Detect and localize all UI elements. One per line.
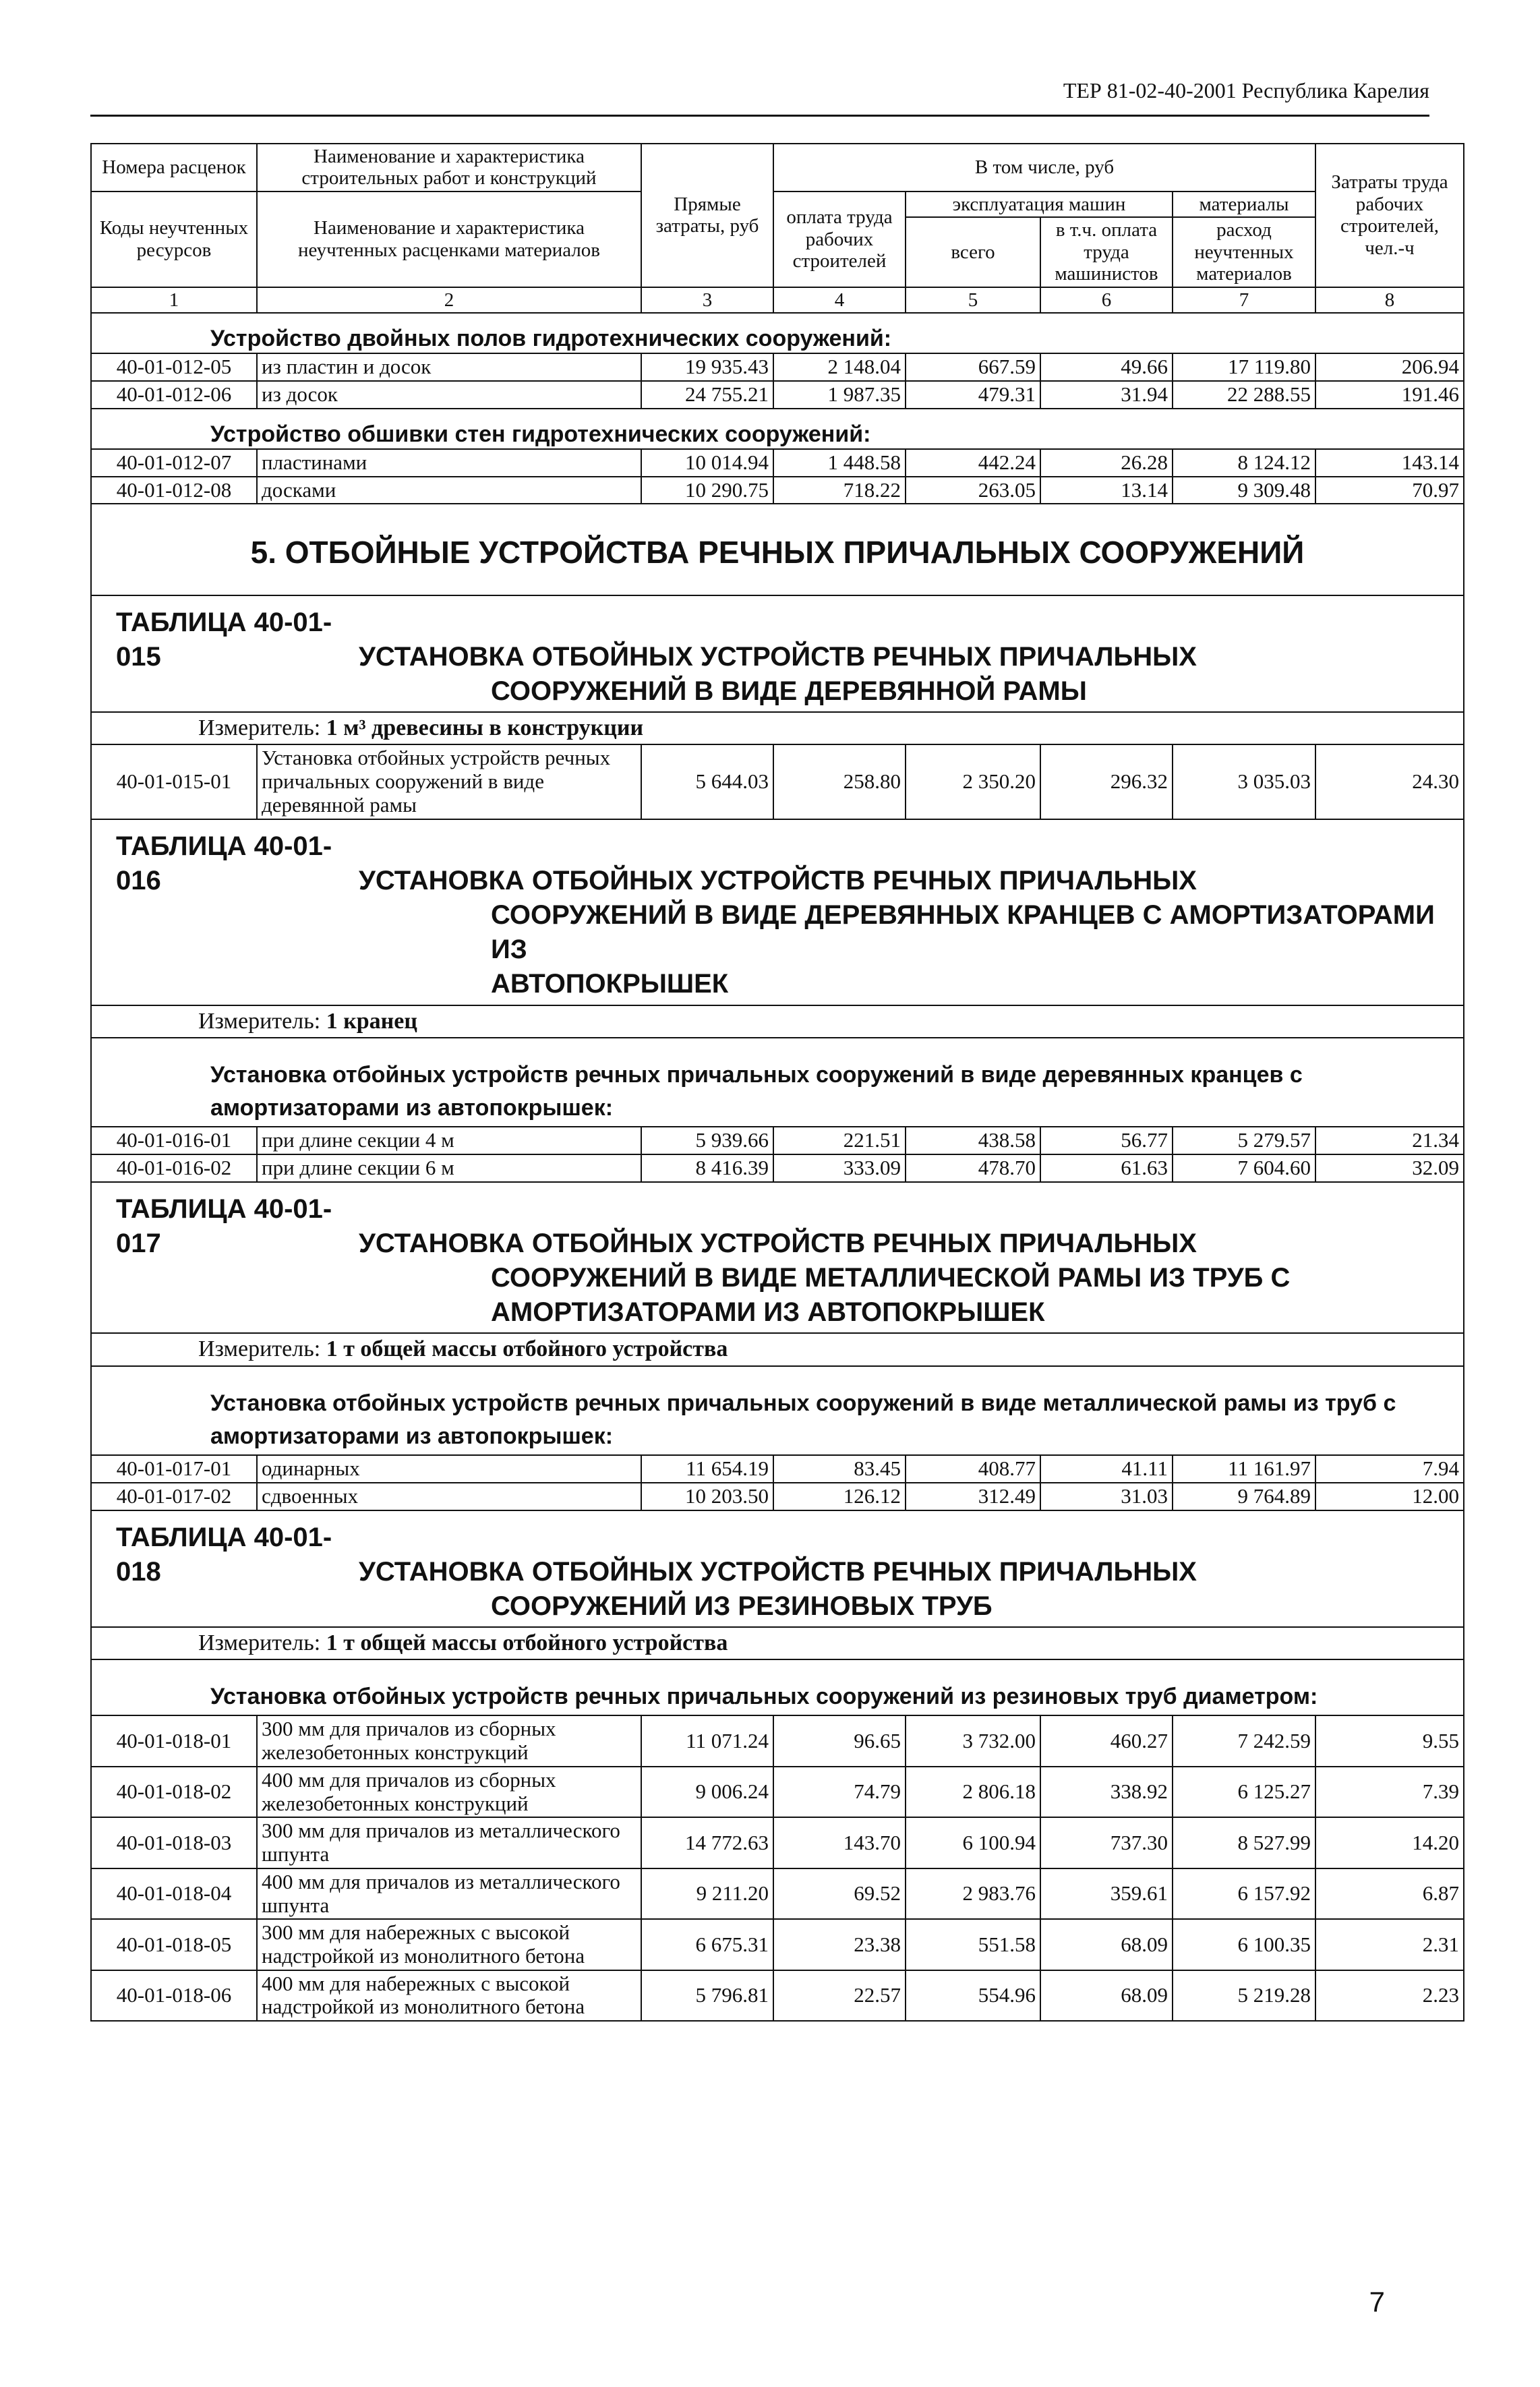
col-direct-costs: Прямые затраты, руб bbox=[641, 144, 773, 287]
rate-code: 40-01-018-02 bbox=[91, 1767, 257, 1817]
table-title-line: СООРУЖЕНИЙ В ВИДЕ МЕТАЛЛИЧЕСКОЙ РАМЫ ИЗ ТРУБ С bbox=[491, 1263, 1291, 1293]
table-row bbox=[91, 744, 1464, 819]
table-title-row bbox=[91, 819, 1464, 1005]
measure-value: 1 м³ древесины в конструкции bbox=[326, 715, 644, 741]
header-row-1 bbox=[91, 144, 1464, 191]
cost-value: 258.80 bbox=[773, 744, 906, 819]
cost-value: 333.09 bbox=[773, 1154, 906, 1182]
table-row bbox=[91, 449, 1464, 477]
table-row bbox=[91, 1483, 1464, 1510]
header-rule bbox=[90, 115, 1429, 117]
table-row bbox=[91, 1767, 1464, 1817]
table-title bbox=[91, 1510, 1464, 1628]
col-resource-codes: Коды неучтенных ресурсов bbox=[91, 191, 257, 287]
table-title-line: УСТАНОВКА ОТБОЙНЫХ УСТРОЙСТВ РЕЧНЫХ ПРИЧАЛЬНЫХ bbox=[359, 1556, 1197, 1587]
work-description: 300 мм для причалов из сборных железобетонных конструкций bbox=[257, 1715, 641, 1766]
cost-value: 24 755.21 bbox=[641, 381, 773, 409]
rate-code: 40-01-015-01 bbox=[91, 744, 257, 819]
cost-value: 26.28 bbox=[1040, 449, 1173, 477]
table-title-line: УСТАНОВКА ОТБОЙНЫХ УСТРОЙСТВ РЕЧНЫХ ПРИЧАЛЬНЫХ bbox=[359, 865, 1197, 895]
measure-unit bbox=[91, 1005, 1464, 1038]
cost-value: 41.11 bbox=[1040, 1455, 1173, 1483]
measure-value: 1 т общей массы отбойного устройства bbox=[326, 1336, 728, 1362]
cost-value: 11 071.24 bbox=[641, 1715, 773, 1766]
col-material-use: расход неучтенных материалов bbox=[1173, 217, 1315, 287]
table-title-line: АВТОПОКРЫШЕК bbox=[491, 969, 729, 999]
cost-value: 6.87 bbox=[1315, 1868, 1464, 1919]
cost-value: 5 219.28 bbox=[1173, 1970, 1315, 2021]
col-labor-costs: Затраты труда рабочих строителей, чел.-ч bbox=[1315, 144, 1464, 287]
table-title-row bbox=[91, 1510, 1464, 1628]
section-heading-row bbox=[91, 313, 1464, 353]
header-row-2 bbox=[91, 191, 1464, 217]
measure-label: Измеритель: bbox=[198, 1008, 321, 1034]
col-machine-total: всего bbox=[906, 217, 1040, 287]
table-row bbox=[91, 477, 1464, 504]
cost-value: 460.27 bbox=[1040, 1715, 1173, 1766]
table-title-line: УСТАНОВКА ОТБОЙНЫХ УСТРОЙСТВ РЕЧНЫХ ПРИЧАЛЬНЫХ bbox=[359, 642, 1197, 672]
cost-value: 438.58 bbox=[906, 1127, 1040, 1154]
cost-value: 2.23 bbox=[1315, 1970, 1464, 2021]
section-heading-text: Установка отбойных устройств речных причальных сооружений из резиновых труб диаметром: bbox=[210, 1684, 1318, 1710]
table-title bbox=[91, 1182, 1464, 1334]
section-heading-row bbox=[91, 409, 1464, 449]
cost-value: 23.38 bbox=[773, 1919, 906, 1970]
section-heading bbox=[91, 409, 1464, 449]
cost-value: 14.20 bbox=[1315, 1817, 1464, 1868]
cost-value: 126.12 bbox=[773, 1483, 906, 1510]
column-numbers-row bbox=[91, 287, 1464, 313]
cost-value: 10 014.94 bbox=[641, 449, 773, 477]
cost-value: 10 290.75 bbox=[641, 477, 773, 504]
rate-code: 40-01-018-06 bbox=[91, 1970, 257, 2021]
rate-code: 40-01-012-07 bbox=[91, 449, 257, 477]
cost-value: 143.14 bbox=[1315, 449, 1464, 477]
col-worker-pay: оплата труда рабочих строителей bbox=[773, 191, 906, 287]
cost-value: 296.32 bbox=[1040, 744, 1173, 819]
cost-value: 206.94 bbox=[1315, 353, 1464, 381]
work-description: 300 мм для причалов из металлического шпунта bbox=[257, 1817, 641, 1868]
work-description: 400 мм для причалов из металлического шпунта bbox=[257, 1868, 641, 1919]
rate-code: 40-01-012-05 bbox=[91, 353, 257, 381]
cost-value: 83.45 bbox=[773, 1455, 906, 1483]
cost-value: 11 654.19 bbox=[641, 1455, 773, 1483]
cost-value: 3 732.00 bbox=[906, 1715, 1040, 1766]
table-number: ТАБЛИЦА 40-01-015 bbox=[116, 607, 332, 672]
cost-value: 143.70 bbox=[773, 1817, 906, 1868]
cost-value: 6 100.35 bbox=[1173, 1919, 1315, 1970]
table-title bbox=[91, 819, 1464, 1005]
cost-value: 442.24 bbox=[906, 449, 1040, 477]
cost-value: 6 157.92 bbox=[1173, 1868, 1315, 1919]
cost-value: 74.79 bbox=[773, 1767, 906, 1817]
cost-value: 338.92 bbox=[1040, 1767, 1173, 1817]
work-description: из пластин и досок bbox=[257, 353, 641, 381]
section-heading-row bbox=[91, 1659, 1464, 1715]
cost-value: 5 939.66 bbox=[641, 1127, 773, 1154]
cost-value: 2 806.18 bbox=[906, 1767, 1040, 1817]
cost-value: 70.97 bbox=[1315, 477, 1464, 504]
col-num: 4 bbox=[773, 287, 906, 313]
col-num: 6 bbox=[1040, 287, 1173, 313]
col-work-name: Наименование и характеристика строительных работ и конструкций bbox=[257, 144, 641, 191]
cost-value: 478.70 bbox=[906, 1154, 1040, 1182]
work-description: при длине секции 6 м bbox=[257, 1154, 641, 1182]
cost-value: 9 764.89 bbox=[1173, 1483, 1315, 1510]
cost-value: 9 006.24 bbox=[641, 1767, 773, 1817]
cost-value: 8 527.99 bbox=[1173, 1817, 1315, 1868]
cost-value: 7 604.60 bbox=[1173, 1154, 1315, 1182]
rate-code: 40-01-018-03 bbox=[91, 1817, 257, 1868]
cost-value: 312.49 bbox=[906, 1483, 1040, 1510]
cost-value: 263.05 bbox=[906, 477, 1040, 504]
rate-code: 40-01-012-08 bbox=[91, 477, 257, 504]
rate-code: 40-01-012-06 bbox=[91, 381, 257, 409]
cost-value: 554.96 bbox=[906, 1970, 1040, 2021]
table-number: ТАБЛИЦА 40-01-018 bbox=[116, 1522, 332, 1587]
measure-label: Измеритель: bbox=[198, 1336, 321, 1362]
work-description: из досок bbox=[257, 381, 641, 409]
cost-value: 68.09 bbox=[1040, 1970, 1173, 2021]
col-machine-operation: эксплуатация машин bbox=[906, 191, 1173, 217]
cost-value: 1 448.58 bbox=[773, 449, 906, 477]
rate-code: 40-01-017-01 bbox=[91, 1455, 257, 1483]
section-heading bbox=[91, 1659, 1464, 1715]
col-num: 5 bbox=[906, 287, 1040, 313]
rates-table bbox=[90, 143, 1464, 2022]
measure-row bbox=[91, 712, 1464, 744]
table-title-line: СООРУЖЕНИЙ ИЗ РЕЗИНОВЫХ ТРУБ bbox=[491, 1591, 993, 1621]
chapter-title-text: 5. ОТБОЙНЫЕ УСТРОЙСТВА РЕЧНЫХ ПРИЧАЛЬНЫХ СООРУЖЕНИЙ bbox=[250, 535, 1305, 570]
cost-value: 5 796.81 bbox=[641, 1970, 773, 2021]
table-title-row bbox=[91, 595, 1464, 713]
cost-value: 191.46 bbox=[1315, 381, 1464, 409]
cost-value: 359.61 bbox=[1040, 1868, 1173, 1919]
cost-value: 22 288.55 bbox=[1173, 381, 1315, 409]
table-row bbox=[91, 353, 1464, 381]
rate-code: 40-01-016-02 bbox=[91, 1154, 257, 1182]
cost-value: 9 309.48 bbox=[1173, 477, 1315, 504]
cost-value: 68.09 bbox=[1040, 1919, 1173, 1970]
table-row bbox=[91, 1127, 1464, 1154]
cost-value: 31.03 bbox=[1040, 1483, 1173, 1510]
cost-value: 19 935.43 bbox=[641, 353, 773, 381]
cost-value: 12.00 bbox=[1315, 1483, 1464, 1510]
table-row bbox=[91, 1154, 1464, 1182]
section-heading-text: Установка отбойных устройств речных причальных сооружений в виде металлической рамы из труб с амортизаторами из автопокрышек: bbox=[210, 1390, 1396, 1449]
table-title-line: СООРУЖЕНИЙ В ВИДЕ ДЕРЕВЯННОЙ РАМЫ bbox=[491, 676, 1087, 707]
cost-value: 2 350.20 bbox=[906, 744, 1040, 819]
cost-value: 6 100.94 bbox=[906, 1817, 1040, 1868]
table-number: ТАБЛИЦА 40-01-016 bbox=[116, 831, 332, 895]
cost-value: 6 125.27 bbox=[1173, 1767, 1315, 1817]
work-description: одинарных bbox=[257, 1455, 641, 1483]
cost-value: 3 035.03 bbox=[1173, 744, 1315, 819]
cost-value: 56.77 bbox=[1040, 1127, 1173, 1154]
measure-label: Измеритель: bbox=[198, 715, 321, 741]
cost-value: 49.66 bbox=[1040, 353, 1173, 381]
cost-value: 9.55 bbox=[1315, 1715, 1464, 1766]
cost-value: 61.63 bbox=[1040, 1154, 1173, 1182]
cost-value: 31.94 bbox=[1040, 381, 1173, 409]
measure-label: Измеритель: bbox=[198, 1630, 321, 1656]
section-heading-row bbox=[91, 1366, 1464, 1456]
rate-code: 40-01-018-01 bbox=[91, 1715, 257, 1766]
table-row bbox=[91, 1455, 1464, 1483]
table-number: ТАБЛИЦА 40-01-017 bbox=[116, 1194, 332, 1258]
col-rates-number: Номера расценок bbox=[91, 144, 257, 191]
work-description: сдвоенных bbox=[257, 1483, 641, 1510]
measure-value: 1 кранец bbox=[326, 1008, 417, 1034]
measure-unit bbox=[91, 712, 1464, 744]
cost-value: 10 203.50 bbox=[641, 1483, 773, 1510]
cost-value: 24.30 bbox=[1315, 744, 1464, 819]
col-materials: материалы bbox=[1173, 191, 1315, 217]
cost-value: 14 772.63 bbox=[641, 1817, 773, 1868]
measure-unit bbox=[91, 1627, 1464, 1659]
chapter-title bbox=[91, 504, 1464, 595]
cost-value: 479.31 bbox=[906, 381, 1040, 409]
col-num: 3 bbox=[641, 287, 773, 313]
rate-code: 40-01-018-04 bbox=[91, 1868, 257, 1919]
rate-code: 40-01-018-05 bbox=[91, 1919, 257, 1970]
cost-value: 6 675.31 bbox=[641, 1919, 773, 1970]
table-row bbox=[91, 1970, 1464, 2021]
cost-value: 7.94 bbox=[1315, 1455, 1464, 1483]
col-num: 1 bbox=[91, 287, 257, 313]
col-num: 2 bbox=[257, 287, 641, 313]
measure-row bbox=[91, 1005, 1464, 1038]
document-header: ТЕР 81-02-40-2001 Республика Карелия bbox=[1063, 78, 1429, 102]
table-title-line: УСТАНОВКА ОТБОЙНЫХ УСТРОЙСТВ РЕЧНЫХ ПРИЧАЛЬНЫХ bbox=[359, 1228, 1197, 1258]
cost-value: 7.39 bbox=[1315, 1767, 1464, 1817]
table-row bbox=[91, 381, 1464, 409]
section-heading bbox=[91, 313, 1464, 353]
col-num: 8 bbox=[1315, 287, 1464, 313]
section-heading-row bbox=[91, 1038, 1464, 1127]
table-title-line: АМОРТИЗАТОРАМИ ИЗ АВТОПОКРЫШЕК bbox=[491, 1297, 1045, 1328]
cost-value: 5 644.03 bbox=[641, 744, 773, 819]
measure-row bbox=[91, 1333, 1464, 1365]
work-description: досками bbox=[257, 477, 641, 504]
cost-value: 737.30 bbox=[1040, 1817, 1173, 1868]
cost-value: 551.58 bbox=[906, 1919, 1040, 1970]
table-row bbox=[91, 1868, 1464, 1919]
chapter-title-row bbox=[91, 504, 1464, 595]
section-heading-text: Устройство обшивки стен гидротехнических сооружений: bbox=[210, 421, 871, 447]
col-num: 7 bbox=[1173, 287, 1315, 313]
work-description: пластинами bbox=[257, 449, 641, 477]
cost-value: 667.59 bbox=[906, 353, 1040, 381]
section-heading-text: Установка отбойных устройств речных причальных сооружений в виде деревянных кранцев с амортизаторами из автопокрышек: bbox=[210, 1061, 1303, 1121]
col-material-name: Наименование и характеристика неучтенных расценками материалов bbox=[257, 191, 641, 287]
work-description: Установка отбойных устройств речных причальных сооружений в виде деревянной рамы bbox=[257, 744, 641, 819]
cost-value: 2.31 bbox=[1315, 1919, 1464, 1970]
measure-row bbox=[91, 1627, 1464, 1659]
cost-value: 69.52 bbox=[773, 1868, 906, 1919]
work-description: 400 мм для набережных с высокой надстройкой из монолитного бетона bbox=[257, 1970, 641, 2021]
measure-value: 1 т общей массы отбойного устройства bbox=[326, 1630, 728, 1656]
rate-code: 40-01-017-02 bbox=[91, 1483, 257, 1510]
table-title bbox=[91, 595, 1464, 713]
cost-value: 1 987.35 bbox=[773, 381, 906, 409]
cost-value: 8 124.12 bbox=[1173, 449, 1315, 477]
table-body bbox=[91, 144, 1464, 2021]
page-number: 7 bbox=[1369, 2286, 1385, 2318]
cost-value: 2 983.76 bbox=[906, 1868, 1040, 1919]
col-machinist-pay: в т.ч. оплата труда машинистов bbox=[1040, 217, 1173, 287]
cost-value: 7 242.59 bbox=[1173, 1715, 1315, 1766]
cost-value: 2 148.04 bbox=[773, 353, 906, 381]
cost-value: 221.51 bbox=[773, 1127, 906, 1154]
work-description: при длине секции 4 м bbox=[257, 1127, 641, 1154]
cost-value: 96.65 bbox=[773, 1715, 906, 1766]
cost-value: 21.34 bbox=[1315, 1127, 1464, 1154]
measure-unit bbox=[91, 1333, 1464, 1365]
rate-code: 40-01-016-01 bbox=[91, 1127, 257, 1154]
table-row bbox=[91, 1715, 1464, 1766]
table-title-row bbox=[91, 1182, 1464, 1334]
table-row bbox=[91, 1817, 1464, 1868]
cost-value: 17 119.80 bbox=[1173, 353, 1315, 381]
cost-value: 13.14 bbox=[1040, 477, 1173, 504]
cost-value: 5 279.57 bbox=[1173, 1127, 1315, 1154]
cost-value: 9 211.20 bbox=[641, 1868, 773, 1919]
table-row bbox=[91, 1919, 1464, 1970]
cost-value: 408.77 bbox=[906, 1455, 1040, 1483]
cost-value: 22.57 bbox=[773, 1970, 906, 2021]
section-heading bbox=[91, 1366, 1464, 1456]
cost-value: 32.09 bbox=[1315, 1154, 1464, 1182]
col-including: В том числе, руб bbox=[773, 144, 1315, 191]
section-heading bbox=[91, 1038, 1464, 1127]
cost-value: 11 161.97 bbox=[1173, 1455, 1315, 1483]
table-title-line: СООРУЖЕНИЙ В ВИДЕ ДЕРЕВЯННЫХ КРАНЦЕВ С АМОРТИЗАТОРАМИ ИЗ bbox=[491, 900, 1435, 965]
cost-value: 718.22 bbox=[773, 477, 906, 504]
cost-value: 8 416.39 bbox=[641, 1154, 773, 1182]
work-description: 400 мм для причалов из сборных железобетонных конструкций bbox=[257, 1767, 641, 1817]
work-description: 300 мм для набережных с высокой надстройкой из монолитного бетона bbox=[257, 1919, 641, 1970]
section-heading-text: Устройство двойных полов гидротехнических сооружений: bbox=[210, 326, 892, 352]
